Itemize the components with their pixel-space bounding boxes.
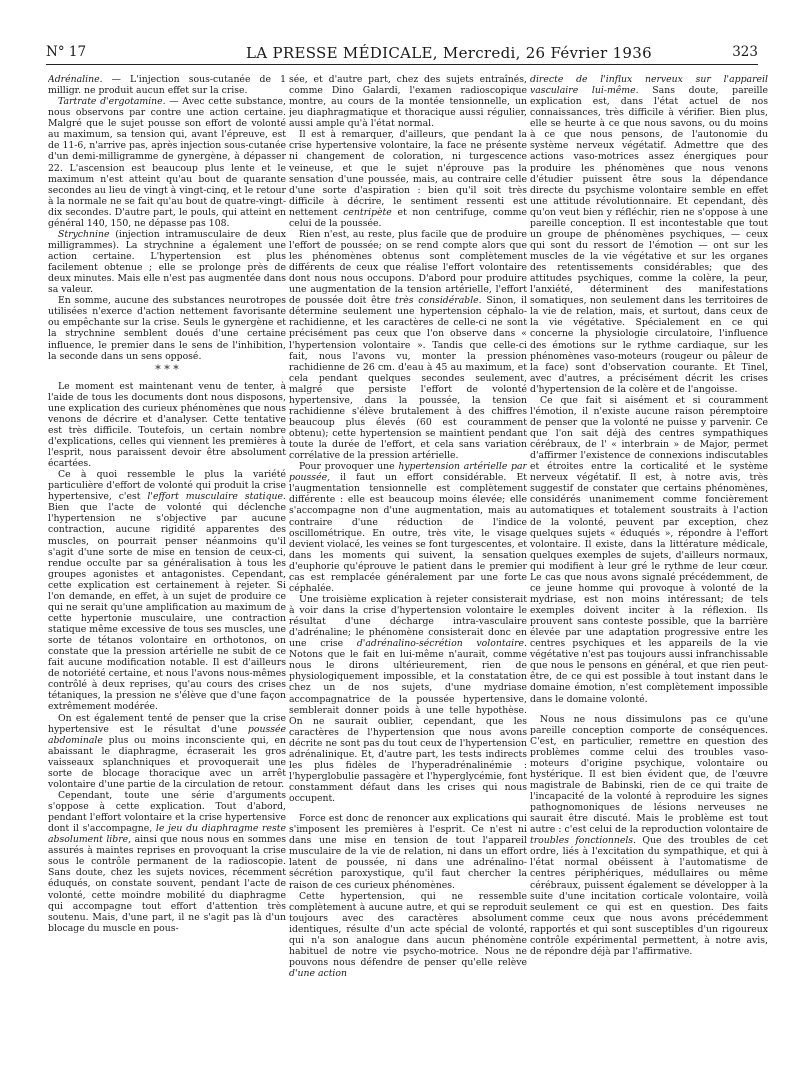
paragraph — [48, 790, 286, 934]
paragraph-text: Rien n'est, au reste, plus facile que de produire l'effort de poussée; on se rend compte alors que les phénomènes obtenus sont complètement différents de ceux que réalise l'effort volontaire dont nous nous occupons. D'abord pour produire une augmentation de la tension artérielle, l'effort de poussée doit être — [289, 228, 527, 307]
emphasis: d'adrénalino-sécrétion volontaire. — [356, 638, 527, 650]
paragraph-text: Notons que le fait en lui-même n'aurait, comme nous le dirons ultérieurement, rien de physiologiquement impossible, et la constatation chez un de nos sujets, d'une mydriase accompagnatrice de la poussée hypertensive, semblerait donner poids à une telle hypothèse. On ne saurait oublier, cependant, que les caractères de l'hypertension que nous avons décrite ne sont pas du tout ceux de l'hypertension adrénalinique. Et, d'autre part, les tests indirects les plus fidèles de l'hyperadrénalinémie : l'hyperglobulie passagère et l'hyperglycémie, font constamment défaut dans les crises qui nous occupent. — [289, 649, 527, 805]
emphasis: centripète — [343, 206, 392, 218]
emphasis: troubles fonctionnels. — [530, 835, 637, 847]
paragraph-text: ainsi que nous nous en sommes assurés à maintes reprises en provoquant la crise sous le contrôle permanent de la radioscopie. Sans doute, chez les sujets novices, récemment éduqués, on constate souvent, pendant l'acte de volonté, cette moindre mobilité du diaphragme qui accompagne tout effort d'attention très soutenu. Mais, d'une part, il ne s'agit pas là d'un blocage du muscle en pous- — [48, 834, 286, 934]
emphasis: l'effort musculaire statique. — [147, 491, 286, 503]
paragraph — [289, 891, 527, 980]
paragraph-head: Strychnine — [58, 228, 110, 240]
text-column-3 — [530, 74, 768, 1074]
paragraph-text: Ce à quoi ressemble le plus la variété particulière d'effort de volonté qui produit la crise hypertensive, c'est — [48, 469, 286, 503]
paragraph — [289, 74, 527, 129]
paragraph-text: — Avec cette substance, nous observons par contre une action certaine. Malgré que le sujet pousse son effort de volonté au maximum, sa tension qui, avant l'épreuve, est de 11-6, n'arrive pas, après injection sous-cutanée d'un demi-milligramme de gynergène, à dépasser 22. L'ascension est beaucoup plus lente et le maximum n'est atteint qu'au bout de quarante secondes au lieu de vingt à vingt-cinq, et le retour à la normale ne se fait qu'au bout de quatre-vingt-dix secondes. D'autre part, le pouls, qui atteint en général 140, 150, ne dépasse pas 108. — [48, 96, 286, 229]
emphasis: le jeu du diaphragme reste absolument libre, — [48, 823, 286, 846]
paragraph-text: Pour provoquer une — [299, 461, 399, 473]
section-separator: * * * — [155, 362, 179, 376]
paragraph-text: Cette hypertension, qui ne ressemble complètement à aucune autre, et qui se reproduit toujours avec des caractères absolument identiques, résulte d'un acte spécial de volonté, qui n'a son analogue dans aucun phénomène habituel de notre vie psycho-motrice. Nous ne pouvons nous défendre de penser qu'elle relève — [289, 890, 527, 968]
paragraph-text: Le moment est maintenant venu de tenter, à l'aide de tous les documents dont nous disposons, une explication des curieux phénomènes que nous venons de décrire et d'analyser. Cette tentative est très difficile. Toutefois, un certain nombre d'explications, celles qui viennent les premières à l'esprit, nous paraissent devoir être absolument écartées. — [48, 380, 286, 470]
paragraph — [530, 395, 768, 705]
paragraph-text: On est également tenté de penser que la crise hypertensive est le résultat d'une — [48, 712, 286, 735]
emphasis: directe de l'influx nerveux sur l'appareil vasculaire lui-même. — [530, 74, 768, 97]
paragraph-text: (injection intramusculaire de deux milligrammes). La strychnine a également une action certaine. L'hypertension est plus facilement obtenue ; elle se prolonge près de deux minutes. Mais elle n'est pas augmentée dans sa valeur. — [48, 228, 286, 296]
paragraph — [48, 96, 286, 229]
paragraph-text: Une troisième explication à rejeter consisterait à voir dans la crise d'hypertension volontaire le résultat d'une décharge intra-vasculaire d'adrénaline; le phénomène consisterait donc en une crise — [289, 593, 527, 650]
text-column-2 — [289, 74, 527, 1074]
paragraph-text: Force est donc de renoncer aux explications qui s'imposent les premières à l'esprit. Ce n'est ni dans une mise en tension de tout l'appareil musculaire de la vie de relation, ni dans un effort latent de poussée, ni dans une adrénalino-sécrétion paroxystique, qu'il faut chercher la raison de ces curieux phénomènes. — [289, 813, 527, 891]
paragraph-text: Bien que l'acte de volonté qui déclenche l'hypertension ne s'objective par aucune contraction, aucune rigidité apparentes des muscles, on pourrait penser néanmoins qu'il s'agit d'une sorte de mise en tension de ceux-ci, rendue occulte par sa généralisation à tous les groupes agonistes et antagonistes. Cependant, cette explication est certainement à rejeter. Si l'on demande, en effet, à un sujet de produire ce qui ne serait qu'une amplification au maximum de cette hypertonie musculaire, une contraction statique même excessive de tous ses muscles, une sorte de tétanos volontaire en orthotonos, on constate que la pression artérielle ne subit de ce fait aucune modification notable. Il est d'ailleurs de notoriété certaine, et nous l'avons nous-mêmes contrôlé à deux reprises, qu'au cours des crises tétaniques, la pression ne s'élève que d'une façon extrêmement modérée. — [48, 502, 286, 713]
paragraph-text: Sans doute, pareille explication est, dans l'état actuel de nos connaissances, très difficile à vérifier. Bien plus, elle se heurte à ce que nous savons, ou du moins à ce que nous pensons, de l'autonomie du système nerveux végétatif. Admettre que des actions vaso-motrices assez énergiques pour produire les phénomènes que nous venons d'étudier puissent être sous la dépendance directe du psychisme volontaire semble en effet une attitude révolutionnaire. Et cependant, dès qu'on veut bien y réfléchir, rien ne s'oppose à une pareille conception. Il est incontestable que tout un groupe de phénomènes psychiques, — ceux qui sont du ressort de l'émotion — ont sur les muscles de la vie végétative et sur les organes des retentissements considérables; que des attitudes psychiques, comme la colère, la peur, l'anxiété, déterminent des manifestations somatiques, non seulement dans les territoires de la vie de relation, mais, et surtout, dans ceux de la vie végétative. Spécialement en ce qui concerne la physiologie circulatoire, l'influence des émotions sur le rythme cardiaque, sur les phénomènes vaso-moteurs (rougeur ou pâleur de la face) sont d'observation courante. Et Tinel, avec d'autres, a précisément décrit les crises d'hypertension de la colère et de l'angoisse. — [530, 85, 768, 395]
paragraph-text: sée, et d'autre part, chez des sujets entraînés, comme Dino Galardi, l'examen radioscopique montre, au cours de la montée tensionnelle, un jeu diaphragmatique et thoracique aussi régulier, aussi ample qu'à l'état normal. — [289, 74, 527, 130]
paragraph — [530, 74, 768, 395]
paragraph-text: Nous ne nous dissimulons pas ce qu'une pareille conception comporte de conséquences. C'est, en particulier, remettre en question des problèmes comme celui des troubles vaso-moteurs d'origine psychique, volontaire ou hystérique. Il est bien évident que, de l'œuvre magistrale de Babinski, rien de ce qui traite de l'incapacité de la volonté à reproduire les signes pathognomoniques de lésions nerveuses ne saurait être discuté. Mais le problème est tout autre : c'est celui de la reproduction volontaire de — [530, 713, 768, 836]
paragraph-text: Ce que fait si aisément et si couramment l'émotion, il n'existe aucune raison péremptoire de penser que la volonté ne puisse y parvenir. Ce que l'on sait déjà des centres sympathiques cérébraux, de l' « interbrain » de Major, permet d'affirmer l'existence de connexions indiscutables et étroites entre la corticalité et le système nerveux végétatif. Il est, à notre avis, très suggestif de constater que certains phénomènes, considérés unanimement comme foncièrement automatiques et totalement soustraits à l'action de la volonté, peuvent par exception, chez quelques sujets « éduqués », répondre à l'effort volontaire. Il existe, dans la littérature médicale, quelques exemples de sujets, d'ailleurs normaux, qui modifient à leur gré le rythme de leur cœur. Le cas que nous avons signalé précédemment, de ce jeune homme qui provoque à volonté de la mydriase, est non moins intéressant; de tels exemples doivent inciter à la réflexion. Ils prouvent sans conteste possible, que la barrière élevée par une adaptation progressive entre les centres psychiques et les appareils de la vie végétative n'est pas toujours aussi infranchissable que nous le pensons en général, et que rien peut-être, de ce qui est possible à tout instant dans le domaine émotion, n'est complètement impossible dans le domaine volonté. — [530, 394, 768, 705]
paragraph-text: Sinon, il détermine seulement une hypertension céphalo-rachidienne, et les caractères de celle-ci ne sont précisément pas ceux que l'on observe dans « l'hypertension volontaire ». Tandis que celle-ci fait, nous l'avons vu, monter la pression rachidienne de 26 cm. d'eau à 45 au maximum, et cela pendant quelques secondes seulement, malgré que persiste l'effort de volonté hypertensive, dans la poussée, la tension rachidienne s'élève brutalement à des chiffres beaucoup plus élevés (60 est couramment obtenu); cette hypertension se maintient pendant toute la durée de l'effort, et cela sans variation corrélative de la pression artérielle. — [289, 295, 527, 462]
text-column-1 — [48, 74, 286, 1074]
paragraph-text: il faut un effort considérable. Et l'augmentation tensionnelle est complètement différente : elle est beaucoup moins élevée; elle s'accompagne non d'une augmentation, mais au contraire d'une réduction de l'indice oscillométrique. En outre, très vite, le visage devient violacé, les veines se font turgescentes, et dans les moments qui suivent, la sensation d'euphorie qu'éprouve le patient dans le premier cas est remplacée généralement par une forte céphalée. — [289, 472, 527, 594]
page-number: 323 — [732, 44, 758, 60]
paragraph-text: et non centrifuge, comme celui de la poussée. — [289, 206, 527, 229]
journal-title: LA PRESSE MÉDICALE, Mercredi, 26 Février 1936 — [246, 44, 652, 62]
paragraph — [48, 469, 286, 712]
paragraph-text: Cependant, toute une série d'arguments s'oppose à cette explication. Tout d'abord, pendant l'effort volontaire et la crise hypertensive dont il s'accompagne, — [48, 789, 286, 835]
paragraph — [48, 229, 286, 295]
paragraph-head: Adrénaline. — [48, 74, 103, 85]
emphasis: d'une action — [289, 968, 347, 979]
paragraph — [289, 813, 527, 890]
paragraph — [48, 713, 286, 790]
page-header — [46, 42, 758, 65]
emphasis: hypertension artérielle par poussée, — [289, 461, 527, 484]
paragraph-head: Tartrate d'ergotamine. — [58, 96, 166, 108]
paragraph — [48, 74, 286, 96]
paragraph-text: En somme, aucune des substances neurotropes utilisées n'exerce d'action nettement favorisante ou empêchante sur la crise. Seuls le gynergène et la strychnine semblent doués d'une certaine influence, le premier dans le sens de l'inhibition, la seconde dans un sens opposé. — [48, 295, 286, 362]
paragraph-text: Il est à remarquer, d'ailleurs, que pendant la crise hypertensive volontaire, la face ne présente ni changement de coloration, ni turgescence veineuse, et que le sujet n'éprouve pas la sensation d'une poussée, mais, au contraire celle d'une sorte d'aspiration : bien qu'il soit très difficile à décrire, le sentiment ressenti est nettement — [289, 129, 527, 218]
paragraph — [48, 381, 286, 470]
paragraph — [289, 594, 527, 804]
paragraph — [530, 714, 768, 957]
emphasis: très considérable. — [395, 295, 482, 307]
paragraph-text: plus ou moins inconsciente qui, en abaissant le diaphragme, écraserait les gros vaisseaux splanchniques et provoquerait une sorte de blocage thoracique avec un arrêt volontaire d'une partie de la circulation de retour. — [48, 734, 286, 790]
paragraph — [289, 129, 527, 229]
paragraph — [289, 461, 527, 594]
paragraph-text: — L'injection sous-cutanée de 1 milligr. ne produit aucun effet sur la crise. — [48, 74, 286, 97]
emphasis: poussée abdominale — [48, 723, 286, 746]
paragraph — [48, 295, 286, 361]
paragraph — [289, 229, 527, 461]
paragraph-text: Que des troubles de cet ordre, liés à l'excitation du sympathique, et qui à l'état normal obéissent à l'automatisme de centres périphériques, médullaires ou même cérébraux, puissent également se développer à la suite d'une incitation corticale volontaire, voilà seulement ce qui est en question. Des faits comme ceux que nous avons précédemment rapportés et qui sont susceptibles d'un rigoureux contrôle expérimental permettent, à notre avis, de répondre déjà par l'affirmative. — [530, 835, 768, 957]
issue-number: N° 17 — [46, 44, 87, 60]
